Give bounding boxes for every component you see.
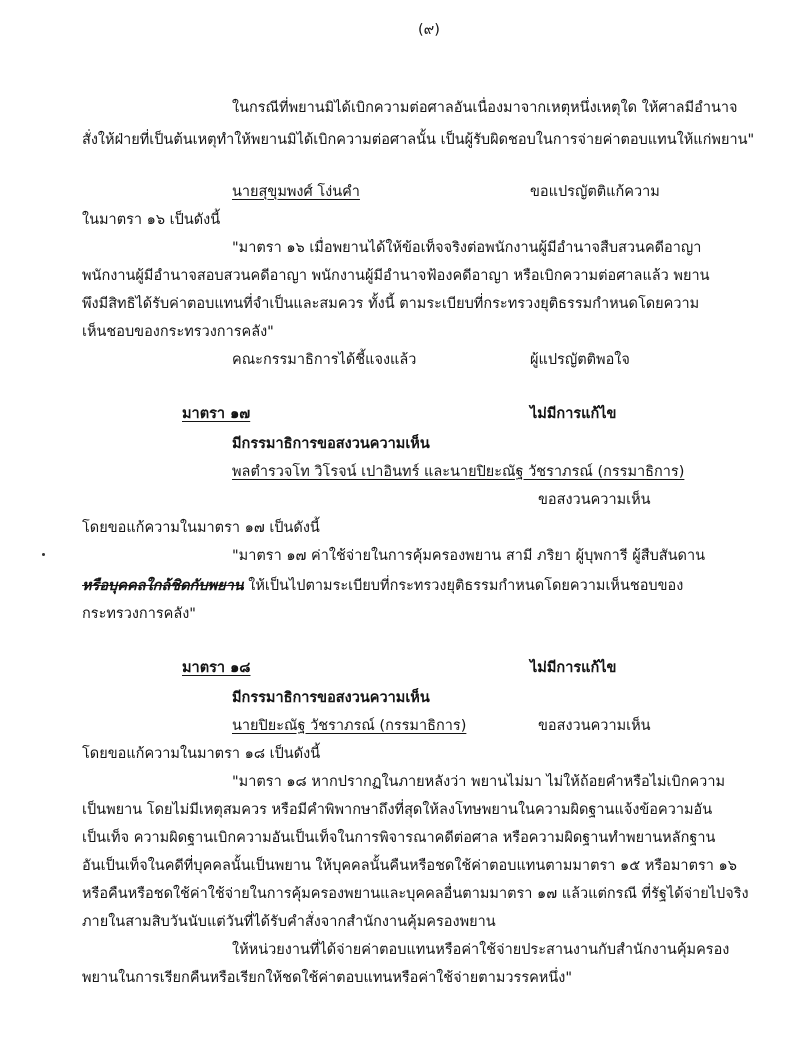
- paragraph-line: พึงมีสิทธิได้รับค่าตอบแทนที่จำเป็นและสมควร ทั้งนี้ ตามระเบียบที่กระทรวงยุติธรรมกำหนดโดยความ: [82, 296, 700, 312]
- reservation-action: ขอสงวนความเห็น: [538, 492, 651, 508]
- paragraph-line: เห็นชอบของกระทรวงการคลัง": [82, 324, 274, 340]
- paragraph-line: "มาตรา ๑๘ หากปรากฏในภายหลังว่า พยานไม่มา ไม่ให้ถ้อยคำหรือไม่เบิกความ: [232, 774, 726, 790]
- amendment-action: ขอแปรญัตติแก้ความ: [530, 184, 660, 200]
- reservation-member: นายปิยะณัฐ วัชราภรณ์ (กรรมาธิการ): [232, 718, 467, 734]
- paragraph-line: เป็นเท็จ ความผิดฐานเบิกความอันเป็นเท็จในการพิจารณาคดีต่อศาล หรือความผิดฐานทำพยานหลักฐาน: [82, 830, 716, 846]
- reservation-action: ขอสงวนความเห็น: [538, 718, 651, 734]
- section-status: ไม่มีการแก้ไข: [530, 660, 617, 676]
- reservation-heading: มีกรรมาธิการขอสงวนความเห็น: [232, 436, 430, 452]
- amendment-intro: ในมาตรา ๑๖ เป็นดังนี้: [82, 212, 221, 228]
- struck-text: หรือบุคคลใกล้ชิดกับพยาน: [82, 578, 244, 594]
- paragraph-line: พยานในการเรียกคืนหรือเรียกให้ชดใช้ค่าตอบแทนหรือค่าใช้จ่ายตามวรรคหนึ่ง": [82, 970, 573, 986]
- amendment-member: นายสุขุมพงศ์ โง่นคำ: [232, 184, 360, 200]
- paragraph-line: ภายในสามสิบวันนับแต่วันที่ได้รับคำสั่งจากสำนักงานคุ้มครองพยาน: [82, 914, 496, 930]
- paragraph-line: ให้หน่วยงานที่ได้จ่ายค่าตอบแทนหรือค่าใช้จ่ายประสานงานกับสำนักงานคุ้มครอง: [232, 942, 730, 958]
- section-heading: มาตรา ๑๗: [182, 406, 251, 422]
- paragraph-line: ในกรณีที่พยานมิได้เบิกความต่อศาลอันเนื่องมาจากเหตุหนึ่งเหตุใด ให้ศาลมีอำนาจ: [232, 100, 738, 116]
- paragraph-line: "มาตรา ๑๖ เมื่อพยานได้ให้ข้อเท็จจริงต่อพนักงานผู้มีอำนาจสืบสวนคดีอาญา: [232, 240, 702, 256]
- amendment-intro: โดยขอแก้ความในมาตรา ๑๗ เป็นดังนี้: [82, 520, 320, 536]
- paragraph-line: กระทรวงการคลัง": [82, 606, 196, 622]
- paragraph-line: [82, 576, 683, 596]
- committee-note: คณะกรรมาธิการได้ชี้แจงแล้ว: [232, 352, 417, 368]
- section-status: ไม่มีการแก้ไข: [530, 406, 617, 422]
- paragraph-line: หรือคืนหรือชดใช้ค่าใช้จ่ายในการคุ้มครองพยานและบุคคลอื่นตามมาตรา ๑๗ แล้วแต่กรณี ที่รัฐได้จ่ายไปจริง: [82, 886, 749, 902]
- reservation-member: พลตำรวจโท วิโรจน์ เปาอินทร์ และนายปิยะณัฐ วัชราภรณ์ (กรรมาธิการ): [232, 464, 685, 480]
- stray-mark: [42, 553, 45, 556]
- section-heading: มาตรา ๑๘: [182, 660, 251, 676]
- paragraph-line: พนักงานผู้มีอำนาจสอบสวนคดีอาญา พนักงานผู้มีอำนาจฟ้องคดีอาญา หรือเบิกความต่อศาลแล้ว พยาน: [82, 268, 710, 284]
- paragraph-line: เป็นพยาน โดยไม่มีเหตุสมควร หรือมีคำพิพากษาถึงที่สุดให้ลงโทษพยานในความผิดฐานแจ้งข้อความอัน: [82, 802, 713, 818]
- paragraph-line: "มาตรา ๑๗ ค่าใช้จ่ายในการคุ้มครองพยาน สามี ภริยา ผู้บุพการี ผู้สืบสันดาน: [232, 548, 706, 564]
- paragraph-line: อันเป็นเท็จในคดีที่บุคคลนั้นเป็นพยาน ให้บุคคลนั้นคืนหรือชดใช้ค่าตอบแทนตามมาตรา ๑๕ หรือมาตรา ๑๖: [82, 858, 737, 874]
- amendment-intro: โดยขอแก้ความในมาตรา ๑๘ เป็นดังนี้: [82, 746, 321, 762]
- paragraph-line: สั่งให้ฝ่ายที่เป็นต้นเหตุทำให้พยานมิได้เบิกความต่อศาลนั้น เป็นผู้รับผิดชอบในการจ่ายค่าตอบแทนให้แก่พยาน": [82, 132, 755, 148]
- amendment-result: ผู้แปรญัตติพอใจ: [530, 352, 630, 368]
- page-number: (๙): [418, 22, 440, 38]
- paragraph-text: ให้เป็นไปตามระเบียบที่กระทรวงยุติธรรมกำหนดโดยความเห็นชอบของ: [243, 578, 684, 594]
- reservation-heading: มีกรรมาธิการขอสงวนความเห็น: [232, 690, 430, 706]
